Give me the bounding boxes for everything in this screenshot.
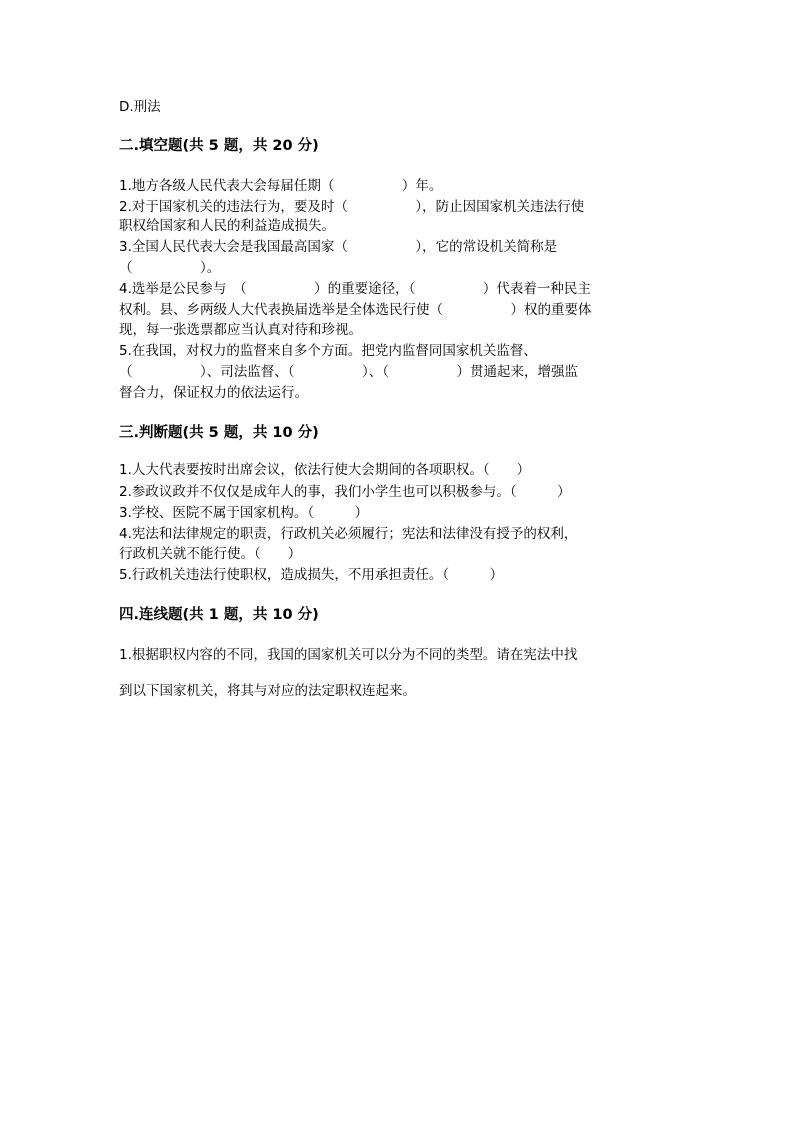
fill-blank-line: 5.在我国，对权力的监督来自多个方面。把党内监督同国家机关监督、 bbox=[119, 343, 537, 359]
section-heading-true-false: 三.判断题(共 5 题，共 10 分) bbox=[119, 425, 319, 441]
true-false-line: 3.学校、医院不属于国家机构。（ ） bbox=[119, 505, 369, 521]
true-false-line: 行政机关就不能行使。（ ） bbox=[119, 546, 302, 562]
true-false-line: 4.宪法和法律规定的职责，行政机关必须履行；宪法和法律没有授予的权利， bbox=[119, 526, 578, 542]
fill-blank-line: 3.全国人民代表大会是我国最高国家（ ），它的常设机关简称是 bbox=[119, 239, 558, 255]
fill-blank-line: 4.选举是公民参与 （ ）的重要途径，（ ）代表着一种民主 bbox=[119, 281, 591, 297]
fill-blank-line: 1.地方各级人民代表大会每届任期（ ）年。 bbox=[119, 178, 443, 194]
fill-blank-line: 2.对于国家机关的违法行为，要及时（ ），防止因国家机关违法行使 bbox=[119, 199, 585, 215]
fill-blank-line: 职权给国家和人民的利益造成损失。 bbox=[119, 218, 335, 234]
fill-blank-line: （ ）。 bbox=[119, 260, 221, 276]
section-heading-fill-blank: 二.填空题(共 5 题，共 20 分) bbox=[119, 138, 319, 154]
matching-question-line: 到以下国家机关，将其与对应的法定职权连起来。 bbox=[119, 683, 416, 699]
fill-blank-line: 督合力，保证权力的依法运行。 bbox=[119, 385, 308, 401]
true-false-line: 1.人大代表要按时出席会议，依法行使大会期间的各项职权。（ ） bbox=[119, 462, 531, 478]
fill-blank-line: 现，每一张选票都应当认真对待和珍视。 bbox=[119, 322, 362, 338]
fill-blank-line: （ ）、司法监督、（ ）、（ ）贯通起来，增强监 bbox=[119, 364, 578, 380]
previous-question-option: D.刑法 bbox=[119, 99, 161, 115]
true-false-line: 5.行政机关违法行使职权，造成损失，不用承担责任。（ ） bbox=[119, 567, 504, 583]
fill-blank-line: 权利。县、乡两级人大代表换届选举是全体选民行使（ ）权的重要体 bbox=[119, 302, 592, 318]
section-heading-matching: 四.连线题(共 1 题，共 10 分) bbox=[119, 607, 319, 623]
true-false-line: 2.参政议政并不仅仅是成年人的事，我们小学生也可以积极参与。（ ） bbox=[119, 484, 571, 500]
matching-question-line: 1.根据职权内容的不同，我国的国家机关可以分为不同的类型。请在宪法中找 bbox=[119, 647, 578, 663]
